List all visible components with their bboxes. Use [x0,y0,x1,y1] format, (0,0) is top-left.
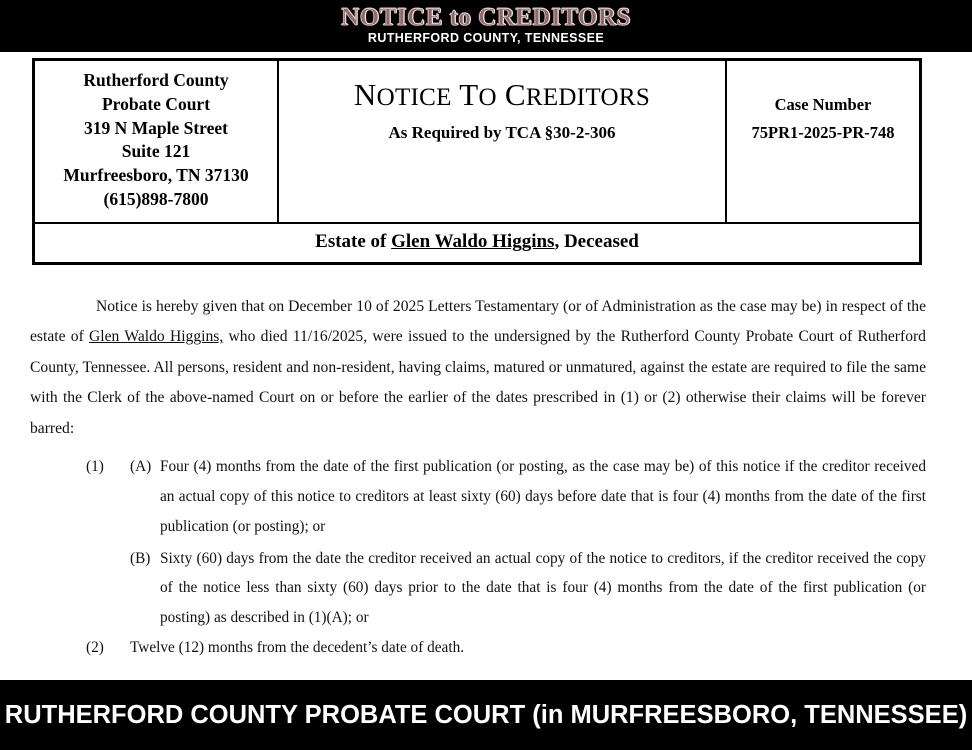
court-city-state-zip: Murfreesboro, TN 37130 [63,165,249,186]
claims-list [30,452,926,663]
court-phone: (615)898-7800 [103,188,209,209]
list-item [30,633,926,663]
list-item-number: (2) [86,639,104,656]
sub-item-text: Sixty (60) days from the date the creditor received an actual copy of the notice to creditors, if the creditor received the copy of the notice less than sixty (60) days prior to the date that is four (4) months from the date of the first publication (or posting) as described in (1)(A); or [160,549,926,627]
list-item-text: Twelve (12) months from the decedent’s date of death. [130,639,465,656]
notice-title [285,77,719,113]
notice-header-row [35,61,919,222]
top-banner-title: NOTICE to CREDITORS [341,4,631,31]
case-number-cell [727,61,919,222]
notice-body [30,292,926,663]
document-sheet [0,52,972,680]
notice-paragraph [30,292,926,444]
bottom-banner-text: RUTHERFORD COUNTY PROBATE COURT (in MURFREESBORO, TENNESSEE) [4,700,968,729]
list-item-body [130,452,926,633]
paragraph-part-2: who died 11/16/2025, were issued to the undersigned by the Rutherford County Probate Court of Rutherford County, Tennessee. All persons, resident and non-resident, having claims, matured or unmatured, against the estate are required to file the same with the Clerk of the above-named Court on or before the earlier of the dates prescribed in (1) or (2) otherwise their claims will be forever barred: [30,328,926,437]
notice-header-box [32,58,922,265]
list-item-number: (1) [86,458,104,476]
case-number-value: 75PR1-2025-PR-748 [751,123,895,143]
sub-item-letter: (B) [130,549,151,567]
top-banner [0,0,972,52]
notice-title-text: NOTICE TO CREDITORS [353,77,651,112]
bottom-banner [0,680,972,750]
estate-decedent-name: Glen Waldo Higgins [391,230,555,252]
estate-prefix: Estate of [315,230,387,252]
paragraph-part-1: Notice is hereby given that on December 10 of 2025 Letters Testamentary (or of Administration as the case may be) in respect of the estate of [30,298,926,346]
notice-title-cell [279,61,727,222]
paragraph-decedent-name: Glen Waldo Higgins, [89,328,224,346]
estate-suffix: , Deceased [554,230,639,252]
court-division: Probate Court [101,93,211,114]
sub-item [130,452,926,541]
court-name: Rutherford County [83,70,229,90]
court-street: 319 N Maple Street [83,117,229,138]
court-address-cell [35,61,279,222]
top-banner-subtitle: RUTHERFORD COUNTY, TENNESSEE [367,31,605,45]
estate-row [35,222,919,262]
list-item [30,452,926,633]
notice-statute: As Required by TCA §30-2-306 [388,123,616,142]
court-suite: Suite 121 [121,141,191,162]
case-number-label: Case Number [774,95,872,114]
sub-item-letter: (A) [130,458,152,476]
sub-item [130,544,926,633]
sub-item-text: Four (4) months from the date of the first publication (or posting, as the case may be) of this notice if the creditor received an actual copy of this notice to creditors at least sixty (60) days before date that is four (4) months from the date of the first publication (or posting); or [160,458,926,535]
